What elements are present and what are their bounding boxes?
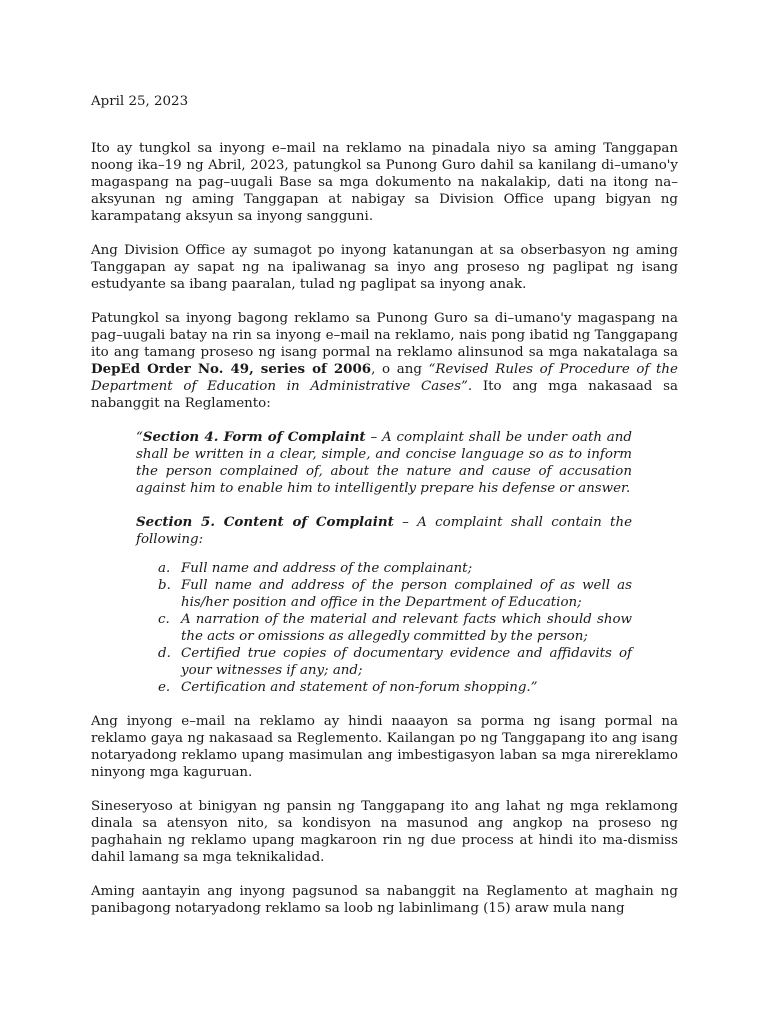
paragraph-4: Ang inyong e–mail na reklamo ay hindi naaayon sa porma ng isang pormal na reklamo gaya ng nakasaad sa Reglemento. Kailangan po ng Tanggapang ito ang isang notaryadong reklamo upang masimulan ang imbestigasyon laban sa mga nirereklamo ninyong mga kaguruan. [91,714,678,780]
section-5 [136,514,632,548]
paragraph-2: Ang Division Office ay sumagot po inyong katanungan at sa obserbasyon ng aming Tanggapan ay sapat ng na ipaliwanag sa inyo ang proseso ng paglipat ng isang estudyante sa ibang paaralan, tulad ng paglipat sa inyong anak. [91,243,678,292]
paragraph-6: Aming aantayin ang inyong pagsunod sa nabanggit na Reglamento at maghain ng panibagong notaryadong reklamo sa loob ng labinlimang (15) araw mula nang [91,884,678,916]
list-item-text: A narration of the material and relevant facts which should show the acts or omissions as allegedly committed by the person; [181,612,632,644]
paragraph-1: Ito ay tungkol sa inyong e–mail na reklamo na pinadala niyo sa aming Tanggapan noong ika–19 ng Abril, 2023, patungkol sa Punong Guro dahil sa kanilang di–umano'y magaspang na pag–uugali Base sa mga dokumento na nakalakip, dati na itong na–aksyunan ng aming Tanggapan at nabigay sa Division Office upang bigyan ng karampatang aksyun sa inyong sangguni. [91,141,678,224]
section-5-title: Section 5. Content of Complaint [136,514,394,530]
list-item [136,611,632,645]
quoted-rules [136,429,632,696]
section-5-text: – A complaint shall contain the following: [136,515,632,547]
list-item [136,679,632,696]
paragraph-5: Sineseryoso at binigyan ng pansin ng Tanggapang ito ang lahat ng mga reklamong dinala sa atensyon nito, sa kondisyon na masunod ang angkop na proseso ng paghahain ng reklamo upang magkaroon rin ng due process at hindi ito ma-dismiss dahil lamang sa mga teknikalidad. [91,799,678,865]
letter-date: April 25, 2023 [91,94,189,109]
list-marker: d. [158,646,171,661]
paragraph-3-text: Patungkol sa inyong bagong reklamo sa Punong Guro sa di–umano'y magaspang na pag–uugali batay na rin sa inyong e–mail na reklamo, nais pong ibatid ng Tanggapang ito ang tamang proseso ng isang pormal na reklamo alinsunod sa mga nakatalaga sa [91,311,678,360]
list-item-text: Full name and address of the complainant; [181,561,473,576]
section-4 [136,429,632,497]
list-marker: c. [158,612,170,627]
paragraph-3-ending: . Ito ang mga nakasaad sa nabanggit na Reglamento: [91,379,678,411]
section-4-title: Section 4. Form of Complaint [142,429,366,445]
section-4-text: – A complaint shall be under oath and shall be written in a clear, simple, and concise language so as to inform the person complained of, about the nature and cause of accusation against him to enable him to intelligently prepare his defense or answer. [136,430,632,496]
letter-body [91,140,678,934]
opening-quote: “ [136,430,143,445]
complaint-contents-list [136,560,632,696]
paragraph-3 [91,310,678,412]
list-item-text: Full name and address of the person complained of as well as his/her position and office in the Department of Education; [181,578,632,610]
list-item-text: Certification and statement of non-forum shopping.” [181,680,538,695]
list-item [136,577,632,611]
list-item [136,560,632,577]
list-marker: e. [158,680,171,695]
list-item [136,645,632,679]
deped-order-reference: DepEd Order No. 49, series of 2006 [91,361,372,377]
list-item-text: Certified true copies of documentary evidence and affidavits of your witnesses if any; and; [181,646,632,678]
rules-title: “Revised Rules of Procedure of the Department of Education in Administrative Cases” [91,362,678,394]
list-marker: b. [158,578,171,593]
list-marker: a. [158,561,171,576]
paragraph-3-connector: , o ang [371,362,429,377]
